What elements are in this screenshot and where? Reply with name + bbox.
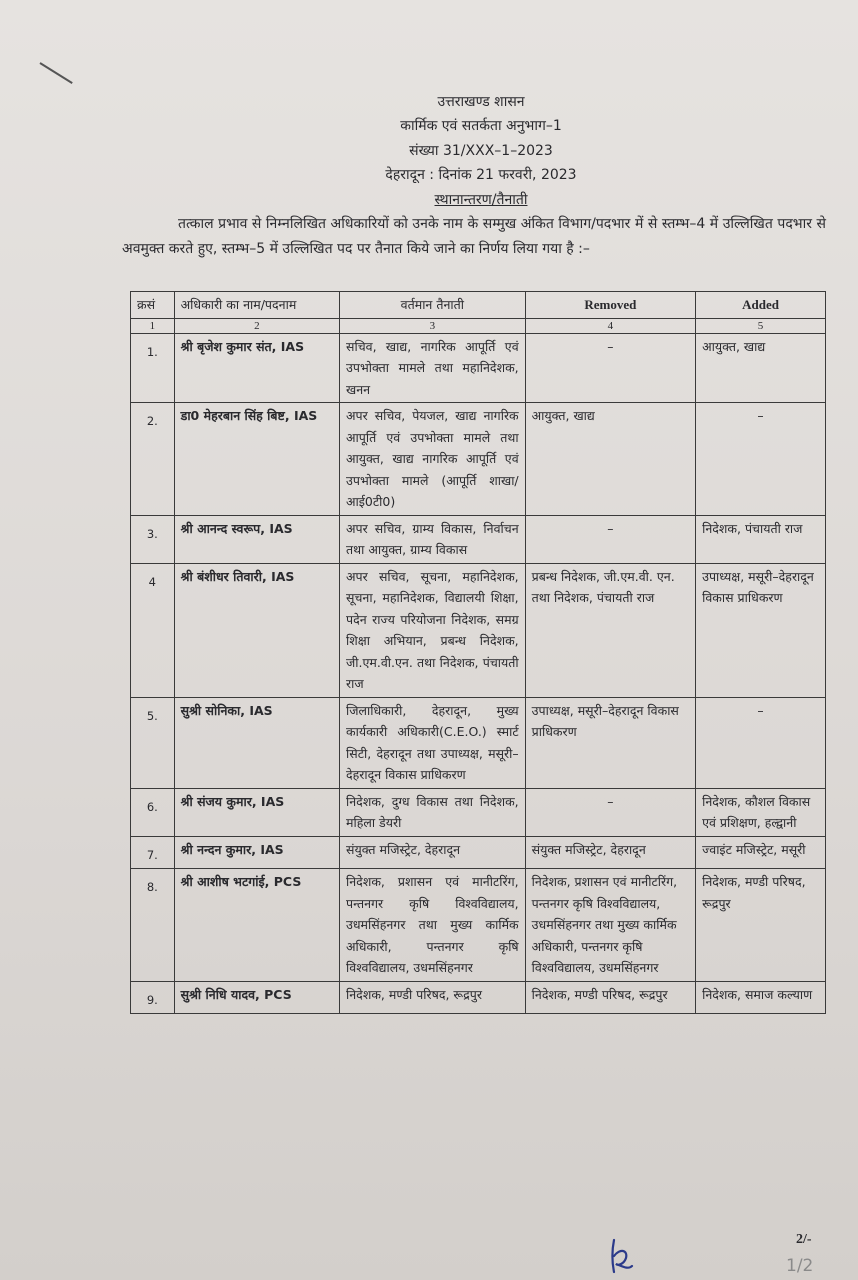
row-officer-name: सुश्री निधि यादव, PCS — [174, 981, 339, 1014]
row-sn: 9. — [131, 981, 175, 1014]
order-date: देहरादून : दिनांक 21 फरवरी, 2023 — [385, 167, 577, 183]
row-removed: – — [607, 793, 614, 809]
row-sn: 5. — [131, 697, 175, 788]
row-added: आयुक्त, खाद्य — [696, 333, 826, 403]
column-number-row — [131, 318, 826, 333]
row-added: – — [757, 408, 764, 423]
continued-marker: 2/- — [796, 1232, 812, 1247]
col-number: 2 — [174, 318, 339, 333]
order-paragraph — [122, 212, 826, 262]
table-header-row — [131, 292, 826, 319]
row-removed: प्रबन्ध निदेशक, जी.एम.वी. एन. तथा निदेशक, पंचायती राज — [525, 563, 695, 697]
row-sn: 3. — [131, 515, 175, 563]
order-number: संख्या 31/XXX–1–2023 — [409, 143, 553, 159]
header-current: वर्तमान तैनाती — [340, 292, 526, 319]
table-row — [131, 563, 826, 697]
col-number: 3 — [340, 318, 526, 333]
header-name: अधिकारी का नाम/पदनाम — [174, 292, 339, 319]
order-subject: स्थानान्तरण/तैनाती — [434, 192, 528, 208]
row-officer-name: श्री आशीष भटगांई, PCS — [174, 869, 339, 982]
table-row — [131, 515, 826, 563]
row-officer-name: श्री संजय कुमार, IAS — [174, 788, 339, 836]
govt-title: उत्तराखण्ड शासन — [437, 94, 525, 110]
transfer-table — [130, 291, 826, 1014]
row-added: निदेशक, पंचायती राज — [696, 515, 826, 563]
row-added: निदेशक, मण्डी परिषद, रूद्रपुर — [696, 869, 826, 982]
row-current-post: अपर सचिव, ग्राम्य विकास, निर्वाचन तथा आयुक्त, ग्राम्य विकास — [340, 515, 526, 563]
row-current-post: निदेशक, दुग्ध विकास तथा निदेशक, महिला डेयरी — [340, 788, 526, 836]
row-current-post: संयुक्त मजिस्ट्रेट, देहरादून — [340, 836, 526, 869]
row-sn: 6. — [131, 788, 175, 836]
initials-signature — [606, 1236, 636, 1276]
row-officer-name: सुश्री सोनिका, IAS — [174, 697, 339, 788]
table-row — [131, 869, 826, 982]
row-removed: निदेशक, प्रशासन एवं मानीटरिंग, पन्तनगर कृषि विश्वविद्यालय, उधमसिंहनगर तथा मुख्य कार्मिक अधिकारी, पन्तनगर कृषि विश्वविद्यालय, उधमसिंहनगर — [525, 869, 695, 982]
pen-stroke-mark — [39, 62, 72, 84]
row-sn: 1. — [131, 333, 175, 403]
row-current-post: निदेशक, मण्डी परिषद, रूद्रपुर — [340, 981, 526, 1014]
row-sn: 8. — [131, 869, 175, 982]
row-officer-name: श्री आनन्द स्वरूप, IAS — [174, 515, 339, 563]
row-added: ज्वाइंट मजिस्ट्रेट, मसूरी — [696, 836, 826, 869]
row-sn: 7. — [131, 836, 175, 869]
table-row — [131, 836, 826, 869]
table-row — [131, 788, 826, 836]
row-current-post: अपर सचिव, सूचना, महानिदेशक, सूचना, महानिदेशक, विद्यालयी शिक्षा, पदेन राज्य परियोजना निदेशक, समग्र शिक्षा अभियान, प्रबन्ध निदेशक, जी.एम.वी.एन. तथा निदेशक, पंचायती राज — [340, 563, 526, 697]
row-officer-name: श्री बृजेश कुमार संत, IAS — [174, 333, 339, 403]
page-number: 1/2 — [786, 1256, 814, 1276]
row-added: उपाध्यक्ष, मसूरी–देहरादून विकास प्राधिकरण — [696, 563, 826, 697]
header-added: Added — [696, 292, 826, 319]
row-officer-name: डा0 मेहरबान सिंह बिष्ट, IAS — [174, 403, 339, 516]
row-current-post: अपर सचिव, पेयजल, खाद्य नागरिक आपूर्ति एवं उपभोक्ता मामले तथा आयुक्त, खाद्य नागरिक आपूर्ति एवं उपभोक्ता मामले (आपूर्ति शाखा/ आई0टी0) — [340, 403, 526, 516]
col-number: 1 — [131, 318, 175, 333]
row-removed: निदेशक, मण्डी परिषद, रूद्रपुर — [525, 981, 695, 1014]
row-sn: 2. — [131, 403, 175, 516]
row-added: निदेशक, कौशल विकास एवं प्रशिक्षण, हल्द्वानी — [696, 788, 826, 836]
row-removed: आयुक्त, खाद्य — [525, 403, 695, 516]
row-removed: संयुक्त मजिस्ट्रेट, देहरादून — [525, 836, 695, 869]
header-sn: क्रसं — [131, 292, 175, 319]
col-number: 5 — [696, 318, 826, 333]
table-row — [131, 697, 826, 788]
row-removed: – — [607, 338, 614, 354]
paragraph-text: तत्काल प्रभाव से निम्नलिखित अधिकारियों को उनके नाम के सम्मुख अंकित विभाग/पदभार में से स्तम्भ–4 में उल्लिखित पदभार से अवमुक्त करते हुए, स्तम्भ–5 में उल्लिखित पद पर तैनात किये जाने का निर्णय लिया गया है :– — [122, 216, 826, 257]
row-added: – — [757, 702, 764, 718]
col-number: 4 — [525, 318, 695, 333]
row-officer-name: श्री बंशीधर तिवारी, IAS — [174, 563, 339, 697]
row-removed: उपाध्यक्ष, मसूरी–देहरादून विकास प्राधिकरण — [525, 697, 695, 788]
row-current-post: निदेशक, प्रशासन एवं मानीटरिंग, पन्तनगर कृषि विश्वविद्यालय, उधमसिंहनगर तथा मुख्य कार्मिक अधिकारी, पन्तनगर कृषि विश्वविद्यालय, उधमसिंहनगर — [340, 869, 526, 982]
table-row — [131, 403, 826, 516]
table-row — [131, 981, 826, 1014]
row-current-post: सचिव, खाद्य, नागरिक आपूर्ति एवं उपभोक्ता मामले तथा महानिदेशक, खनन — [340, 333, 526, 403]
department-name: कार्मिक एवं सतर्कता अनुभाग–1 — [400, 118, 562, 134]
table-row — [131, 333, 826, 403]
header-removed: Removed — [525, 292, 695, 319]
row-removed: – — [607, 520, 614, 536]
row-current-post: जिलाधिकारी, देहरादून, मुख्य कार्यकारी अधिकारी(C.E.O.) स्मार्ट सिटी, देहरादून तथा उपाध्यक्ष, मसूरी–देहरादून विकास प्राधिकरण — [340, 697, 526, 788]
row-sn: 4 — [131, 563, 175, 697]
row-added: निदेशक, समाज कल्याण — [696, 981, 826, 1014]
row-officer-name: श्री नन्दन कुमार, IAS — [174, 836, 339, 869]
